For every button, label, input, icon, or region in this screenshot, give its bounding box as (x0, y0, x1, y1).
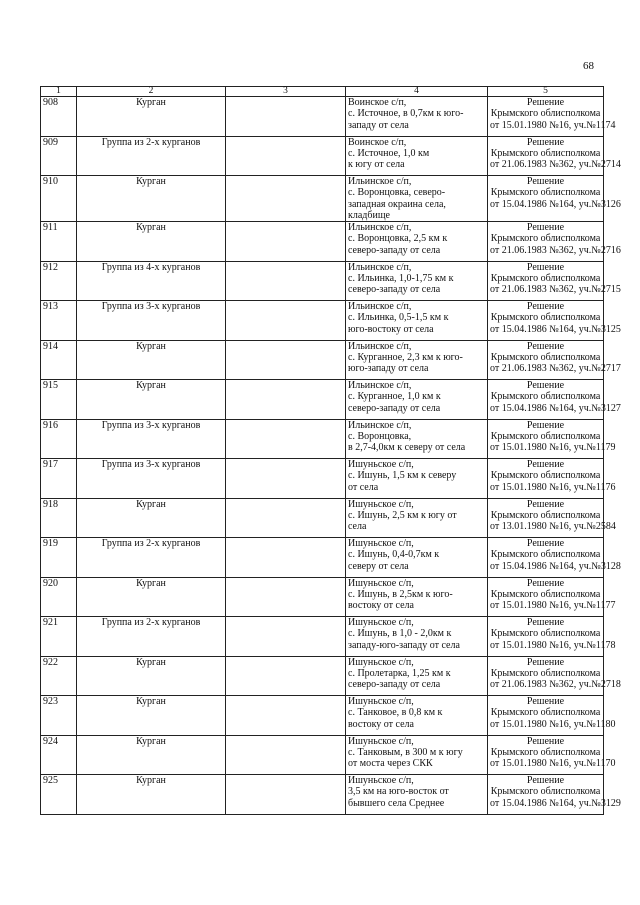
decision-line: Решение (526, 261, 565, 273)
location-cell (346, 97, 488, 137)
row-number: 916 (41, 419, 77, 459)
decision-cell (488, 340, 621, 380)
location-line: с. Ишунь, 1,5 км к северу (348, 470, 457, 482)
page-number: 68 (583, 60, 594, 72)
decision-line: от 15.04.1986 №164, уч.№3126 (490, 198, 621, 210)
location-cell (346, 380, 488, 420)
decision-line: от 15.01.1980 №16, уч.№1178 (490, 639, 616, 651)
object-name: Группа из 3-х курганов (77, 459, 226, 499)
table-row (41, 136, 604, 176)
decision-line: Крымского облисполкома (490, 509, 601, 521)
decision-line: Крымского облисполкома (490, 351, 601, 363)
location-cell (346, 176, 488, 222)
location-cell (346, 538, 488, 578)
table-row (41, 97, 604, 137)
column-3-cell (226, 617, 346, 657)
table-row (41, 656, 604, 696)
location-cell (346, 735, 488, 775)
table-row (41, 498, 604, 538)
row-number: 913 (41, 301, 77, 341)
object-name: Группа из 2-х курганов (77, 538, 226, 578)
location-line: востоку от села (348, 600, 414, 612)
location-line: от моста через СКК (348, 758, 433, 770)
decision-line: от 21.06.1983 №362, уч.№2716 (490, 244, 621, 256)
column-header: 5 (488, 87, 604, 97)
column-3-cell (226, 340, 346, 380)
decision-cell (488, 656, 621, 696)
table-row (41, 261, 604, 301)
location-line: Ильинское с/п, (348, 419, 412, 431)
decision-line: Решение (526, 380, 565, 392)
location-cell (346, 498, 488, 538)
decision-line: от 21.06.1983 №362, уч.№2715 (490, 284, 621, 296)
decision-line: от 13.01.1980 №16, уч.№2584 (490, 521, 616, 533)
column-3-cell (226, 735, 346, 775)
object-name: Курган (77, 656, 226, 696)
decision-line: от 15.01.1980 №16, уч.№1174 (490, 119, 616, 131)
object-name: Курган (77, 498, 226, 538)
decision-line: Крымского облисполкома (490, 707, 601, 719)
column-3-cell (226, 459, 346, 499)
location-line: северу от села (348, 560, 409, 572)
decision-line: Крымского облисполкома (490, 187, 601, 199)
location-line: востоку от села (348, 718, 414, 730)
column-3-cell (226, 380, 346, 420)
object-name: Курган (77, 340, 226, 380)
decision-cell (488, 97, 616, 137)
table-row (41, 775, 604, 815)
location-line: с. Воронцовка, 2,5 км к (348, 233, 448, 245)
location-line: Ильинское с/п, (348, 261, 412, 273)
decision-line: Крымского облисполкома (490, 470, 601, 482)
location-line: с. Пролетарка, 1,25 км к (348, 667, 451, 679)
location-line: села (348, 521, 367, 533)
decision-cell (488, 222, 621, 262)
decision-line: от 15.04.1986 №164, уч.№3128 (490, 560, 621, 572)
location-cell (346, 459, 488, 499)
location-line: Ишуньское с/п, (348, 656, 414, 668)
decision-line: Крымского облисполкома (490, 312, 601, 324)
decision-cell (488, 176, 621, 222)
location-line: Ишуньское с/п, (348, 735, 414, 747)
row-number: 915 (41, 380, 77, 420)
decision-cell (488, 538, 621, 578)
decision-line: Решение (526, 775, 565, 787)
decision-line: Решение (526, 577, 565, 589)
table-row (41, 538, 604, 578)
object-name: Курган (77, 775, 226, 815)
column-3-cell (226, 775, 346, 815)
location-line: Ильинское с/п, (348, 301, 412, 313)
location-line: с. Ишунь, в 2,5км к юго- (348, 588, 453, 600)
row-number: 917 (41, 459, 77, 499)
location-line: Ильинское с/п, (348, 380, 412, 392)
table-row (41, 696, 604, 736)
location-line: с. Ишунь, 0,4-0,7км к (348, 549, 440, 561)
row-number: 908 (41, 97, 77, 137)
location-line: с. Ильинка, 0,5-1,5 км к (348, 312, 449, 324)
decision-line: Решение (526, 498, 565, 510)
location-line: северо-западу от села (348, 284, 441, 296)
location-line: с. Ишунь, в 1,0 - 2,0км к (348, 628, 452, 640)
table-row (41, 459, 604, 499)
location-line: Ишуньское с/п, (348, 498, 414, 510)
location-line: Воинское с/п, (348, 136, 407, 148)
decision-cell (488, 617, 616, 657)
location-line: кладбище (348, 209, 390, 221)
location-line: западу от села (348, 119, 409, 131)
decision-line: от 15.04.1986 №164, уч.№3127 (490, 402, 621, 414)
column-header: 2 (77, 87, 226, 97)
decision-line: Решение (526, 136, 565, 148)
object-name: Курган (77, 735, 226, 775)
decision-cell (488, 459, 616, 499)
decision-line: Решение (526, 176, 565, 187)
decision-line: от 15.01.1980 №16, уч.№1177 (490, 600, 616, 612)
location-line: к югу от села (348, 159, 405, 171)
location-cell (346, 136, 488, 176)
decision-line: от 15.04.1986 №164, уч.№3125 (490, 323, 621, 335)
row-number: 920 (41, 577, 77, 617)
location-line: Ишуньское с/п, (348, 696, 414, 708)
row-number: 919 (41, 538, 77, 578)
location-line: Ишуньское с/п, (348, 617, 414, 629)
row-number: 922 (41, 656, 77, 696)
object-name: Группа из 2-х курганов (77, 136, 226, 176)
table-row (41, 380, 604, 420)
location-line: Воинское с/п, (348, 97, 407, 108)
location-line: западу-юго-западу от села (348, 639, 460, 651)
decision-cell (488, 261, 621, 301)
column-3-cell (226, 696, 346, 736)
location-cell (346, 419, 488, 459)
column-header: 3 (226, 87, 346, 97)
object-name: Группа из 4-х курганов (77, 261, 226, 301)
row-number: 910 (41, 176, 77, 222)
decision-cell (488, 136, 621, 176)
decision-line: Крымского облисполкома (490, 588, 601, 600)
location-line: северо-западу от села (348, 679, 441, 691)
object-name: Группа из 3-х курганов (77, 301, 226, 341)
decision-line: Решение (526, 538, 565, 550)
decision-line: от 21.06.1983 №362, уч.№2717 (490, 363, 621, 375)
table-row (41, 419, 604, 459)
location-line: с. Воронцовка, (348, 430, 412, 442)
location-line: Ишуньское с/п, (348, 577, 414, 589)
object-name: Курган (77, 176, 226, 222)
decision-line: Крымского облисполкома (490, 786, 601, 798)
table-body (41, 97, 621, 815)
row-number: 921 (41, 617, 77, 657)
column-3-cell (226, 538, 346, 578)
decision-cell (488, 419, 616, 459)
decision-line: Крымского облисполкома (490, 108, 601, 120)
row-number: 924 (41, 735, 77, 775)
decision-cell (488, 577, 616, 617)
decision-line: от 15.01.1980 №16, уч.№1179 (490, 442, 616, 454)
location-line: бывшего села Среднее (348, 797, 445, 809)
row-number: 909 (41, 136, 77, 176)
location-line: Ильинское с/п, (348, 176, 412, 187)
decision-cell (488, 696, 616, 736)
location-line: юго-востоку от села (348, 323, 434, 335)
decision-line: Решение (526, 656, 565, 668)
decision-line: от 21.06.1983 №362, уч.№2714 (490, 159, 621, 171)
location-line: юго-западу от села (348, 363, 429, 375)
object-name: Курган (77, 222, 226, 262)
object-name: Курган (77, 97, 226, 137)
location-line: северо-западу от села (348, 402, 441, 414)
column-header: 4 (346, 87, 488, 97)
column-3-cell (226, 656, 346, 696)
decision-line: Крымского облисполкома (490, 549, 601, 561)
object-name: Группа из 2-х курганов (77, 617, 226, 657)
decision-line: Решение (526, 735, 565, 747)
decision-line: от 15.01.1980 №16, уч.№1176 (490, 481, 616, 493)
location-line: северо-западу от села (348, 244, 441, 256)
location-cell (346, 301, 488, 341)
column-3-cell (226, 419, 346, 459)
decision-line: Крымского облисполкома (490, 233, 601, 245)
column-3-cell (226, 577, 346, 617)
object-name: Курган (77, 577, 226, 617)
row-number: 918 (41, 498, 77, 538)
location-cell (346, 775, 488, 815)
column-3-cell (226, 261, 346, 301)
decision-line: Крымского облисполкома (490, 746, 601, 758)
column-3-cell (226, 222, 346, 262)
decision-line: Крымского облисполкома (490, 667, 601, 679)
location-cell (346, 261, 488, 301)
location-cell (346, 340, 488, 380)
decision-line: Решение (526, 222, 565, 234)
table-row (41, 577, 604, 617)
row-number: 923 (41, 696, 77, 736)
location-cell (346, 617, 488, 657)
table-row (41, 735, 604, 775)
decision-line: Решение (526, 301, 565, 313)
location-line: с. Источное, 1,0 км (348, 147, 430, 159)
decision-line: Решение (526, 696, 565, 708)
decision-line: Крымского облисполкома (490, 391, 601, 403)
decision-cell (488, 498, 616, 538)
location-line: от села (348, 481, 379, 493)
location-line: Ишуньское с/п, (348, 459, 414, 471)
row-number: 925 (41, 775, 77, 815)
column-header: 1 (41, 87, 77, 97)
table-row (41, 176, 604, 222)
heritage-registry-table (40, 86, 621, 815)
location-line: с. Воронцовка, северо- (348, 187, 446, 199)
decision-cell (488, 380, 621, 420)
table-row (41, 340, 604, 380)
location-line: с. Курганное, 1,0 км к (348, 391, 441, 403)
location-line: Ишуньское с/п, (348, 775, 414, 787)
decision-line: Крымского облисполкома (490, 430, 601, 442)
location-line: с. Курганное, 2,3 км к юго- (348, 351, 463, 363)
table-row (41, 617, 604, 657)
location-cell (346, 656, 488, 696)
decision-line: Решение (526, 419, 565, 431)
decision-line: Решение (526, 340, 565, 352)
row-number: 912 (41, 261, 77, 301)
location-line: западная окраина села, (348, 198, 446, 210)
location-line: Ильинское с/п, (348, 222, 412, 234)
row-number: 911 (41, 222, 77, 262)
decision-line: от 15.01.1980 №16, уч.№1170 (490, 758, 616, 770)
table-row (41, 301, 604, 341)
decision-line: от 21.06.1983 №362, уч.№2718 (490, 679, 621, 691)
column-3-cell (226, 176, 346, 222)
location-cell (346, 222, 488, 262)
decision-line: Крымского облисполкома (490, 147, 601, 159)
location-line: с. Танковое, в 0,8 км к (348, 707, 443, 719)
location-cell (346, 696, 488, 736)
decision-cell (488, 735, 616, 775)
location-cell (346, 577, 488, 617)
location-line: с. Ильинка, 1,0-1,75 км к (348, 272, 454, 284)
location-line: с. Источное, в 0,7км к юго- (348, 108, 464, 120)
object-name: Курган (77, 380, 226, 420)
table-row (41, 222, 604, 262)
row-number: 914 (41, 340, 77, 380)
location-line: Ишуньское с/п, (348, 538, 414, 550)
decision-line: Решение (526, 97, 565, 108)
decision-line: Крымского облисполкома (490, 272, 601, 284)
location-line: в 2,7-4,0км к северу от села (348, 442, 466, 454)
decision-line: Крымского облисполкома (490, 628, 601, 640)
table-header-row (41, 87, 604, 97)
decision-cell (488, 301, 621, 341)
column-3-cell (226, 136, 346, 176)
decision-line: Решение (526, 617, 565, 629)
decision-line: от 15.04.1986 №164, уч.№3129 (490, 797, 621, 809)
location-line: с. Танковым, в 300 м к югу (348, 746, 463, 758)
object-name: Группа из 3-х курганов (77, 419, 226, 459)
column-3-cell (226, 498, 346, 538)
object-name: Курган (77, 696, 226, 736)
location-line: 3,5 км на юго-восток от (348, 786, 449, 798)
column-3-cell (226, 301, 346, 341)
decision-line: Решение (526, 459, 565, 471)
decision-line: от 15.01.1980 №16, уч.№1180 (490, 718, 616, 730)
decision-cell (488, 775, 621, 815)
location-line: Ильинское с/п, (348, 340, 412, 352)
location-line: с. Ишунь, 2,5 км к югу от (348, 509, 457, 521)
column-3-cell (226, 97, 346, 137)
